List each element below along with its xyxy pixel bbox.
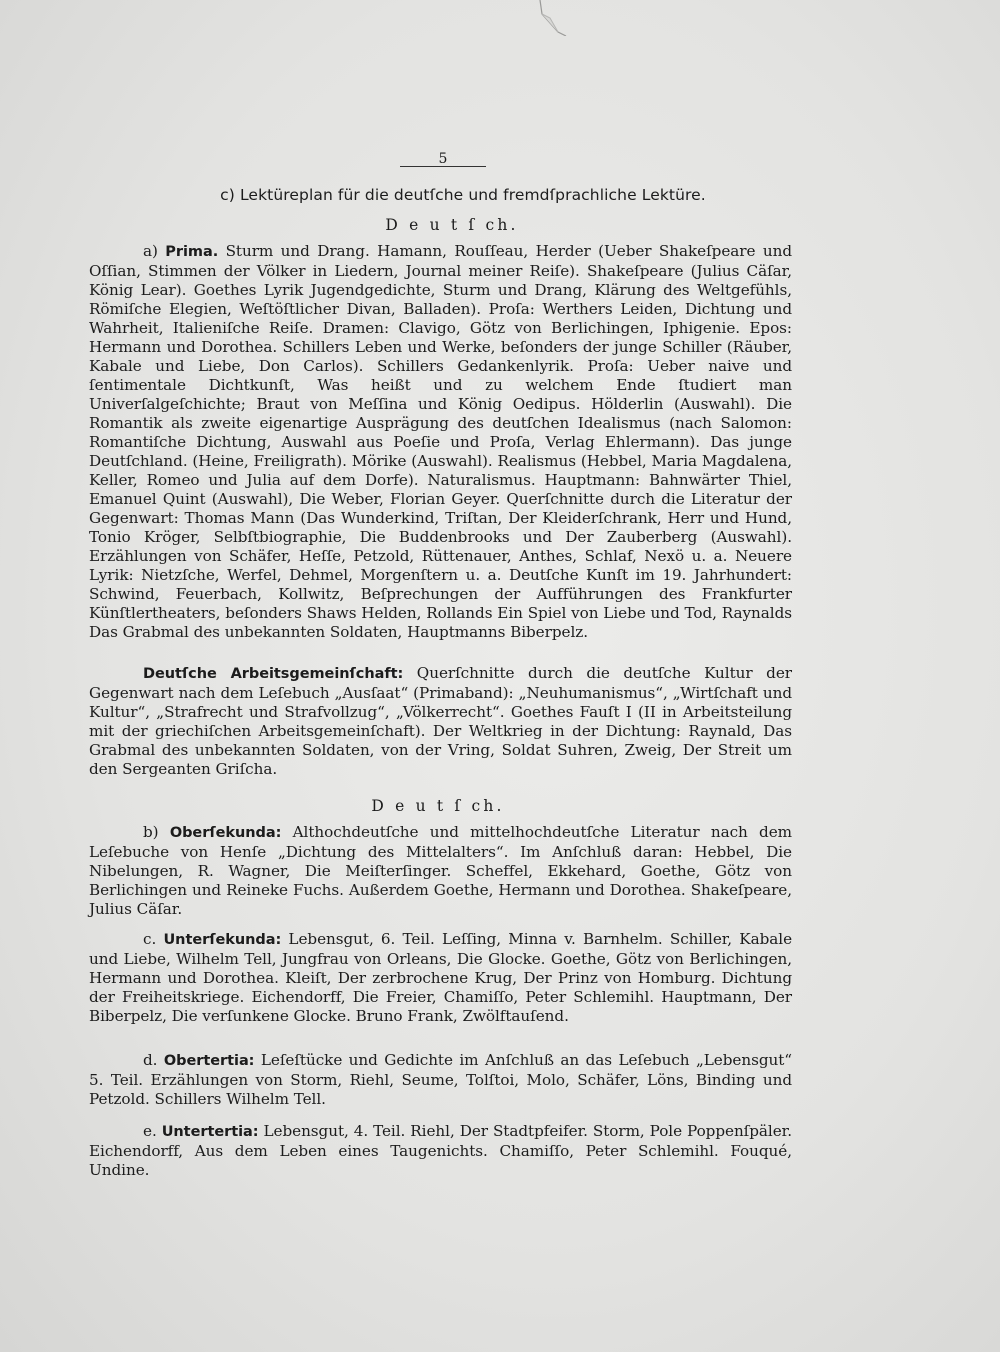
- untersekunda-text: Lebensgut, 6. Teil. Leſſing, Minna v. Barnhelm. Schiller, Kabale und Liebe, Wilhelm Tell, Jungfrau von Orleans, Die Glocke. Goethe, Götz von Berlichingen, Hermann und Dorothea. Kleiſt, Der zerbrochene Krug, Der Prinz von Homburg. Dichtung der Freiheitskriege. Eichendorff, Die Freier, Chamiſſo, Peter Schlemihl. Hauptmann, Der Biberpelz, Die verſunkene Glocke. Bruno Frank, Zwölftauſend.: [89, 930, 793, 1025]
- arbeitsgemeinschaft-text: Querſchnitte durch die deutſche Kultur der Gegenwart nach dem Leſebuch „Ausſaat“ (Primaband): „Neuhumanismus“, „Wirtſchaft und Kultur“, „Strafrecht und Strafvollzug“, „Völkerrecht“. Goethes Fauſt I (II in Arbeitsteilung mit der griechiſchen Arbeitsgemeinſchaft). Der Weltkrieg in der Dichtung: Raynald, Das Grabmal des unbekannten Soldaten, von der Vring, Soldat Suhren, Zweig, Der Streit um den Sergeanten Griſcha.: [89, 664, 792, 778]
- obertertia-title: Obertertia:: [163, 1053, 255, 1069]
- reading-plan-heading: c) Lektüreplan für die deutſche und fremdſprachliche Lektüre.: [220, 186, 706, 204]
- untertertia-prefix: e.: [143, 1122, 162, 1140]
- arbeitsgemeinschaft-title: Deutſche Arbeitsgemeinſchaft:: [143, 666, 404, 682]
- untertertia-title: Untertertia:: [161, 1124, 259, 1140]
- page-number-rule: [400, 148, 486, 167]
- paragraph-obersekunda: [89, 823, 792, 919]
- prima-title: Prima.: [165, 244, 219, 260]
- paragraph-arbeitsgemeinschaft: [89, 664, 792, 779]
- obertertia-prefix: d.: [143, 1051, 164, 1069]
- untersekunda-title: Unterſekunda:: [163, 932, 282, 948]
- paragraph-untersekunda: [89, 930, 792, 1026]
- prima-prefix: a): [143, 242, 166, 260]
- untersekunda-prefix: c.: [143, 930, 164, 948]
- section-label-deutsch-1: D e u t ſ ch.: [385, 216, 519, 234]
- obertertia-text: Leſeſtücke und Gedichte im Anſchluß an das Leſebuch „Lebensgut“ 5. Teil. Erzählungen von Storm, Riehl, Seume, Tolſtoi, Molo, Schäfer, Löns, Binding und Petzold. Schillers Wilhelm Tell.: [89, 1051, 792, 1108]
- obersekunda-text: Althochdeutſche und mittelhochdeutſche Literatur nach dem Leſebuche von Henſe „Dichtung des Mittelalters“. Im Anſchluß daran: Hebbel, Die Nibelungen, R. Wagner, Die Meiſterſinger. Scheffel, Ekkehard, Goethe, Götz von Berlichingen und Reineke Fuchs. Außerdem Goethe, Hermann und Dorothea. Shakeſpeare, Julius Cäſar.: [89, 823, 792, 918]
- obersekunda-prefix: b): [143, 823, 170, 841]
- section-label-deutsch-2: D e u t ſ ch.: [371, 797, 505, 815]
- paragraph-untertertia: [89, 1122, 792, 1180]
- prima-text: Sturm und Drang. Hamann, Rouſſeau, Herder (Ueber Shakeſpeare und Oſſian, Stimmen der Völker in Liedern, Journal meiner Reiſe). Shakeſpeare (Julius Cäſar, König Lear). Goethes Lyrik Jugendgedichte, Sturm und Drang, Klärung des Weltgefühls, Römiſche Elegien, Weſtöſtlicher Divan, Balladen). Proſa: Werthers Leiden, Dichtung und Wahrheit, Italieniſche Reiſe. Dramen: Clavigo, Götz von Berlichingen, Iphigenie. Epos: Hermann und Dorothea. Schillers Leben und Werke, beſonders der junge Schiller (Räuber, Kabale und Liebe, Don Carlos). Schillers Gedankenlyrik. Proſa: Ueber naive und ſentimentale Dichtkunſt, Was heißt und zu welchem Ende ſtudiert man Univerſalgeſchichte; Braut von Meſſina und König Oedipus. Hölderlin (Auswahl). Die Romantik als zweite eigenartige Ausprägung des deutſchen Idealismus (nach Salomon: Romantiſche Dichtung, Auswahl aus Poeſie und Proſa, Verlag Ehlermann). Das junge Deutſchland. (Heine, Freiligrath). Mörike (Auswahl). Realismus (Hebbel, Maria Magdalena, Keller, Romeo und Julia auf dem Dorfe). Naturalismus. Hauptmann: Bahnwärter Thiel, Emanuel Quint (Auswahl), Die Weber, Florian Geyer. Querſchnitte durch die Literatur der Gegenwart: Thomas Mann (Das Wunderkind, Triſtan, Der Kleiderſchrank, Herr und Hund, Tonio Kröger, Selbſtbiographie, Die Buddenbrooks und Der Zauberberg (Auswahl). Erzählungen von Schäfer, Heſſe, Petzold, Rüttenauer, Anthes, Schlaf, Nexö u. a. Neuere Lyrik: Nietzſche, Werfel, Dehmel, Morgenſtern u. a. Deutſche Kunſt im 19. Jahrhundert: Schwind, Feuerbach, Kollwitz, Beſprechungen der Aufführungen des Frankfurter Künſtlertheaters, beſonders Shaws Helden, Rollands Ein Spiel von Liebe und Tod, Raynalds Das Grabmal des unbekannten Soldaten, Hauptmanns Biberpelz.: [89, 242, 792, 641]
- paragraph-obertertia: [89, 1051, 792, 1109]
- paragraph-prima: [89, 242, 792, 642]
- torn-corner-mark: [536, 0, 570, 36]
- page-number: 5: [438, 151, 448, 167]
- obersekunda-title: Oberſekunda:: [169, 825, 282, 841]
- untertertia-text: Lebensgut, 4. Teil. Riehl, Der Stadtpfeifer. Storm, Pole Poppenſpäler. Eichendorff, Aus dem Leben eines Taugenichts. Chamiſſo, Peter Schlemihl. Fouqué, Undine.: [89, 1122, 792, 1179]
